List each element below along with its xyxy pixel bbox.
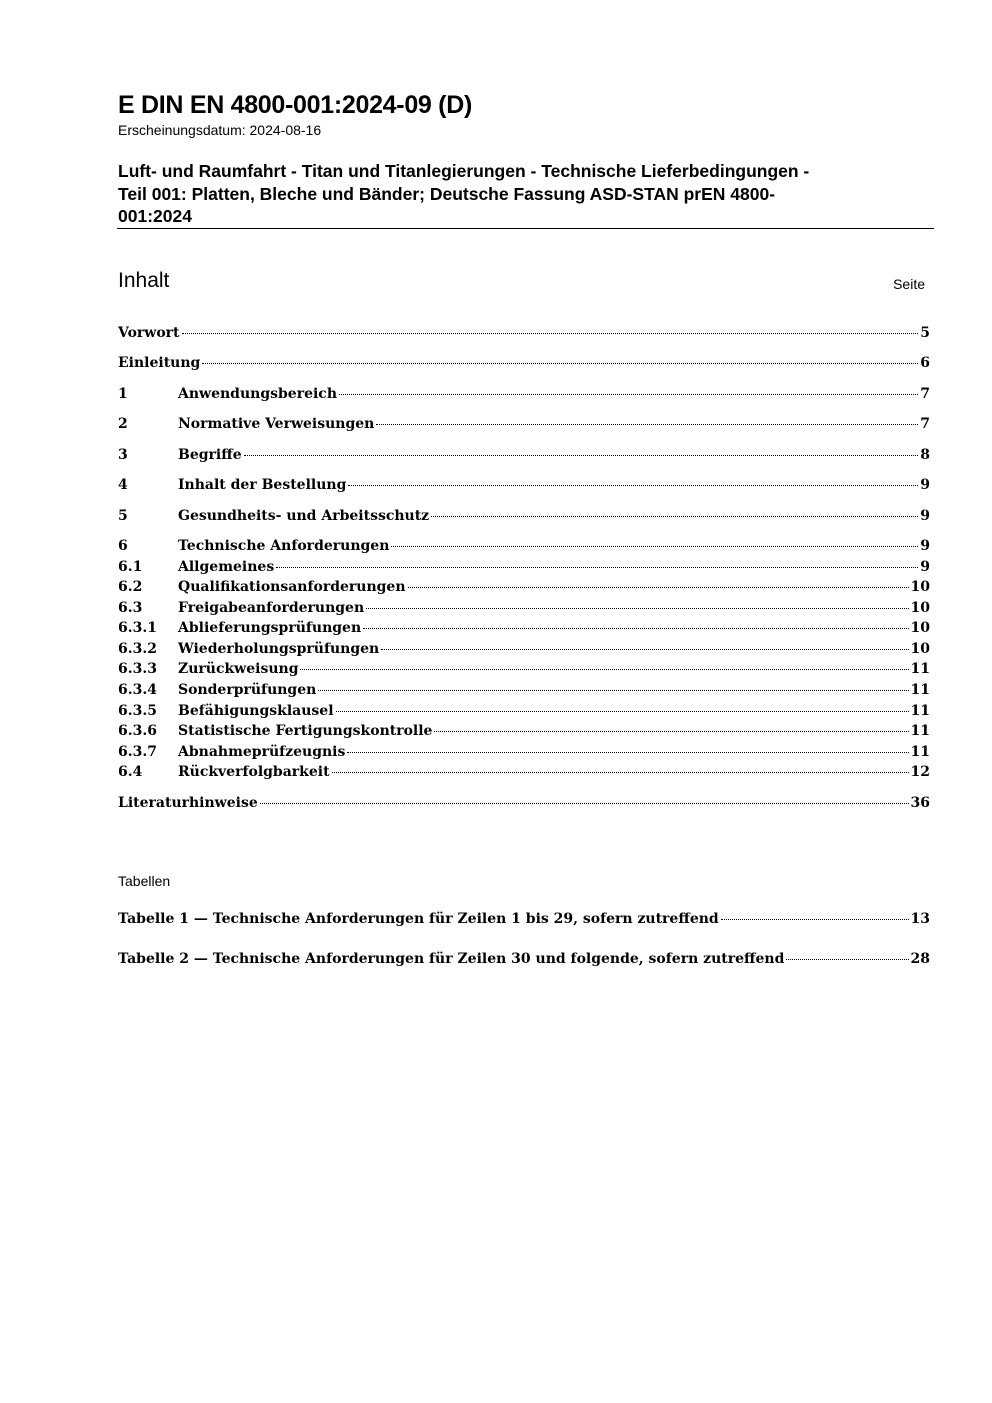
contents-heading: Inhalt: [118, 269, 170, 292]
toc-entry-label: Einleitung: [118, 355, 201, 371]
table-entry-label: Tabelle 2 — Technische Anforderungen für Zeilen 30 und folgende, sofern zutreffend: [118, 951, 785, 967]
toc-entry-number: 6.3.2: [118, 641, 157, 657]
toc-entry-page: 11: [910, 744, 930, 760]
toc-entry-3[interactable]: [118, 447, 930, 467]
toc-entry-6-3-7[interactable]: [118, 744, 930, 764]
toc-entry-number: 4: [118, 477, 128, 493]
toc-entry-label: Begriffe: [178, 447, 242, 463]
toc-entry-number: 6.3: [118, 600, 143, 616]
toc-leader-dots: [721, 919, 909, 920]
toc-entry-label: Allgemeines: [178, 559, 275, 575]
toc-entry-page: 11: [910, 703, 930, 719]
table-entry-label: Tabelle 1 — Technische Anforderungen für Zeilen 1 bis 29, sofern zutreffend: [118, 911, 719, 927]
toc-entry-number: 6.3.7: [118, 744, 157, 760]
toc-leader-dots: [408, 587, 909, 588]
toc-entry-page: 9: [920, 508, 930, 524]
toc-entry-page: 7: [920, 386, 930, 402]
toc-entry-page: 9: [920, 477, 930, 493]
toc-entry-label: Gesundheits- und Arbeitsschutz: [178, 508, 430, 524]
toc-leader-dots: [376, 424, 918, 425]
toc-entry-page: 9: [920, 559, 930, 575]
toc-entry-einleitung[interactable]: [118, 355, 930, 375]
toc-entry-6-4[interactable]: [118, 764, 930, 784]
toc-entry-6-2[interactable]: [118, 579, 930, 599]
toc-entry-label: Statistische Fertigungskontrolle: [178, 723, 433, 739]
toc-leader-dots: [363, 628, 908, 629]
toc-entry-page: 5: [920, 325, 930, 341]
toc-entry-number: 6.1: [118, 559, 143, 575]
toc-leader-dots: [318, 690, 908, 691]
document-title: [118, 160, 933, 228]
page-column-heading: Seite: [893, 276, 925, 292]
toc-entry-label: Freigabeanforderungen: [178, 600, 365, 616]
toc-entry-number: 6.3.6: [118, 723, 157, 739]
toc-entry-6-3-6[interactable]: [118, 723, 930, 743]
toc-entry-6-3-4[interactable]: [118, 682, 930, 702]
toc-leader-dots: [260, 803, 909, 804]
toc-entry-label: Befähigungsklausel: [178, 703, 334, 719]
toc-leader-dots: [339, 394, 918, 395]
toc-entry-literaturhinweise[interactable]: [118, 795, 930, 815]
toc-leader-dots: [391, 546, 918, 547]
toc-entry-page: 36: [910, 795, 930, 811]
toc-entry-label: Rückverfolgbarkeit: [178, 764, 330, 780]
toc-entry-number: 5: [118, 508, 128, 524]
toc-entry-4[interactable]: [118, 477, 930, 497]
table-entry-page: 13: [910, 911, 930, 927]
toc-entry-number: 6.4: [118, 764, 143, 780]
toc-entry-label: Vorwort: [118, 325, 180, 341]
toc-leader-dots: [431, 516, 918, 517]
toc-entry-6-3-1[interactable]: [118, 620, 930, 640]
toc-leader-dots: [347, 752, 908, 753]
toc-entry-page: 11: [910, 723, 930, 739]
toc-leader-dots: [300, 669, 908, 670]
toc-entry-label: Normative Verweisungen: [178, 416, 375, 432]
toc-leader-dots: [182, 333, 919, 334]
table-entry-1[interactable]: [118, 911, 930, 931]
toc-entry-label: Anwendungsbereich: [178, 386, 337, 402]
toc-entry-number: 6.3.4: [118, 682, 157, 698]
toc-entry-label: Ablieferungsprüfungen: [178, 620, 362, 636]
toc-leader-dots: [786, 959, 908, 960]
toc-entry-number: 6.3.3: [118, 661, 157, 677]
toc-entry-6-3-2[interactable]: [118, 641, 930, 661]
toc-entry-6-3-3[interactable]: [118, 661, 930, 681]
toc-entry-vorwort[interactable]: [118, 325, 930, 345]
toc-entry-label: Qualifikationsanforderungen: [178, 579, 406, 595]
toc-entry-number: 6.3.1: [118, 620, 157, 636]
toc-leader-dots: [336, 711, 909, 712]
toc-entry-1[interactable]: [118, 386, 930, 406]
toc-entry-page: 10: [910, 600, 930, 616]
toc-entry-page: 10: [910, 641, 930, 657]
toc-entry-6[interactable]: [118, 538, 930, 558]
tables-heading: Tabellen: [118, 873, 171, 889]
toc-entry-page: 9: [920, 538, 930, 554]
toc-entry-label: Sonderprüfungen: [178, 682, 317, 698]
document-title-line: Teil 001: Platten, Bleche und Bänder; Deutsche Fassung ASD-STAN prEN 4800-: [118, 183, 776, 204]
toc-entry-2[interactable]: [118, 416, 930, 436]
toc-entry-6-3-5[interactable]: [118, 703, 930, 723]
toc-entry-page: 11: [910, 682, 930, 698]
toc-entry-number: 2: [118, 416, 128, 432]
toc-leader-dots: [381, 649, 908, 650]
toc-leader-dots: [202, 363, 918, 364]
toc-entry-number: 3: [118, 447, 128, 463]
toc-leader-dots: [244, 455, 919, 456]
toc-entry-label: Inhalt der Bestellung: [178, 477, 347, 493]
toc-entry-label: Technische Anforderungen: [178, 538, 390, 554]
toc-entry-page: 10: [910, 579, 930, 595]
toc-entry-page: 12: [910, 764, 930, 780]
document-title-line: Luft- und Raumfahrt - Titan und Titanlegierungen - Technische Lieferbedingungen -: [118, 161, 810, 181]
toc-leader-dots: [332, 772, 909, 773]
title-divider: [117, 228, 934, 229]
toc-entry-5[interactable]: [118, 508, 930, 528]
toc-leader-dots: [348, 485, 918, 486]
toc-entry-number: 1: [118, 386, 128, 402]
document-title-line: 001:2024: [118, 206, 192, 226]
publication-date: Erscheinungsdatum: 2024-08-16: [118, 122, 322, 138]
toc-entry-6-1[interactable]: [118, 559, 930, 579]
table-entry-page: 28: [910, 951, 930, 967]
toc-entry-number: 6: [118, 538, 128, 554]
toc-entry-page: 11: [910, 661, 930, 677]
document-id: E DIN EN 4800-001:2024-09 (D): [118, 91, 472, 119]
toc-entry-page: 7: [920, 416, 930, 432]
toc-entry-page: 8: [920, 447, 930, 463]
toc-entry-label: Abnahmeprüfzeugnis: [178, 744, 346, 760]
toc-entry-page: 10: [910, 620, 930, 636]
toc-entry-label: Literaturhinweise: [118, 795, 258, 811]
toc-entry-number: 6.3.5: [118, 703, 157, 719]
toc-entry-label: Zurückweisung: [178, 661, 299, 677]
toc-leader-dots: [366, 608, 908, 609]
toc-entry-number: 6.2: [118, 579, 143, 595]
toc-leader-dots: [276, 567, 918, 568]
toc-entry-label: Wiederholungsprüfungen: [178, 641, 380, 657]
toc-entry-6-3[interactable]: [118, 600, 930, 620]
table-entry-2[interactable]: [118, 951, 930, 971]
toc-entry-page: 6: [920, 355, 930, 371]
toc-leader-dots: [434, 731, 908, 732]
